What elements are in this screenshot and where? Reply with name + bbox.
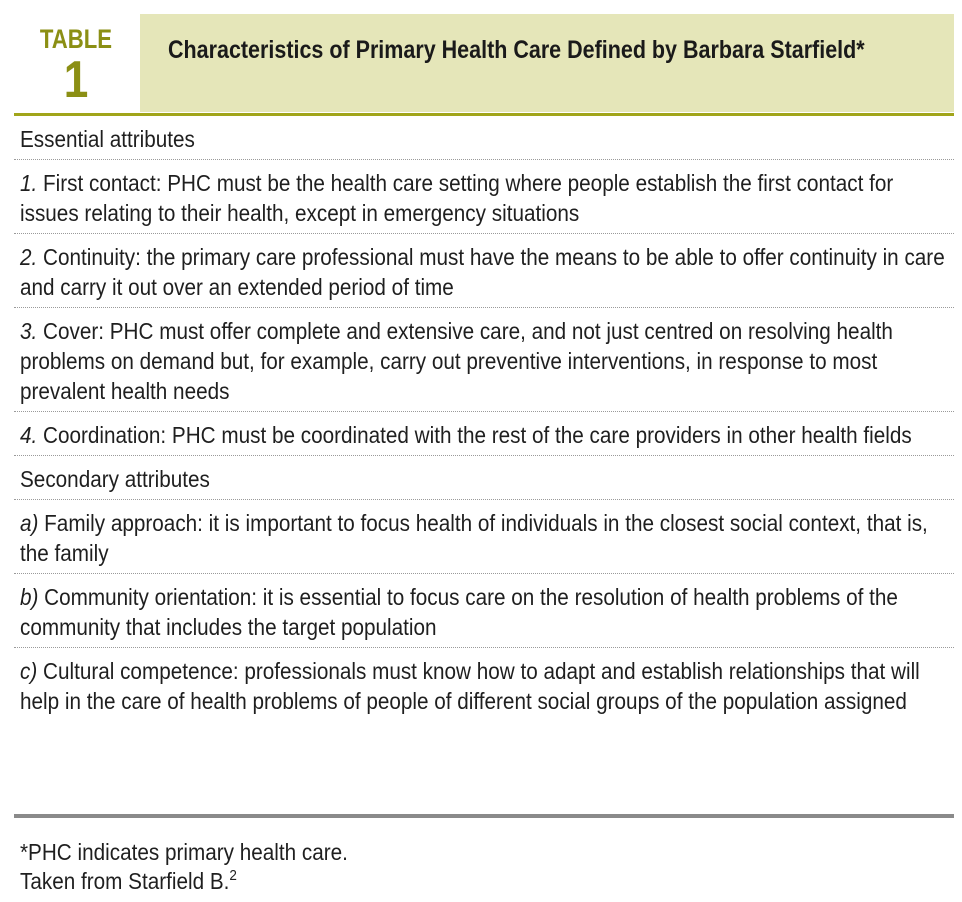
table-row: [14, 574, 954, 648]
table-title-box: [140, 14, 954, 112]
table-row: [14, 234, 954, 308]
table-bottom-rule: [14, 814, 954, 818]
footnote-abbreviation: *PHC indicates primary health care.: [20, 839, 348, 865]
footnote-source-text: Taken from Starfield B.: [20, 868, 230, 894]
item-marker: c): [20, 658, 38, 684]
section-heading-secondary: [14, 456, 954, 500]
table-label-word: TABLE: [39, 24, 113, 54]
footnote-source: [20, 867, 830, 896]
item-text: Continuity: the primary care professional must have the means to be able to offer continuity in care and carry it out over an extended period of time: [20, 244, 945, 300]
item-text: Cover: PHC must offer complete and extensive care, and not just centred on resolving health problems on demand but, for example, carry out preventive interventions, in response to most prevalent health needs: [20, 318, 893, 404]
table-body: [14, 116, 954, 721]
item-marker: 2.: [20, 244, 38, 270]
table-row: [14, 308, 954, 412]
section-heading-text: Essential attributes: [20, 126, 195, 152]
section-heading-essential: [14, 116, 954, 160]
section-heading-text: Secondary attributes: [20, 466, 210, 492]
item-text: Community orientation: it is essential to focus care on the resolution of health problems of the community that includes the target population: [20, 584, 898, 640]
table-header: [14, 14, 954, 112]
table-row: [14, 648, 954, 721]
table-label-number: 1: [63, 51, 89, 109]
table-row: [14, 500, 954, 574]
item-marker: 3.: [20, 318, 38, 344]
table-footnotes: [20, 838, 920, 896]
item-text: Coordination: PHC must be coordinated with the rest of the care providers in other health fields: [43, 422, 912, 448]
table-row: [14, 160, 954, 234]
item-text: Cultural competence: professionals must know how to adapt and establish relationships that will help in the care of health problems of people of different social groups of the population assigned: [20, 658, 920, 714]
item-marker: b): [20, 584, 39, 610]
item-text: Family approach: it is important to focus health of individuals in the closest social context, that is, the family: [20, 510, 928, 566]
item-marker: a): [20, 510, 39, 536]
table-label: [14, 14, 138, 112]
table-row: [14, 412, 954, 456]
item-marker: 4.: [20, 422, 38, 448]
footnote-reference: 2: [229, 867, 237, 884]
table-title: Characteristics of Primary Health Care Defined by Barbara Starfield*: [168, 36, 865, 64]
item-text: First contact: PHC must be the health care setting where people establish the first contact for issues relating to their health, except in emergency situations: [20, 170, 894, 226]
item-marker: 1.: [20, 170, 38, 196]
